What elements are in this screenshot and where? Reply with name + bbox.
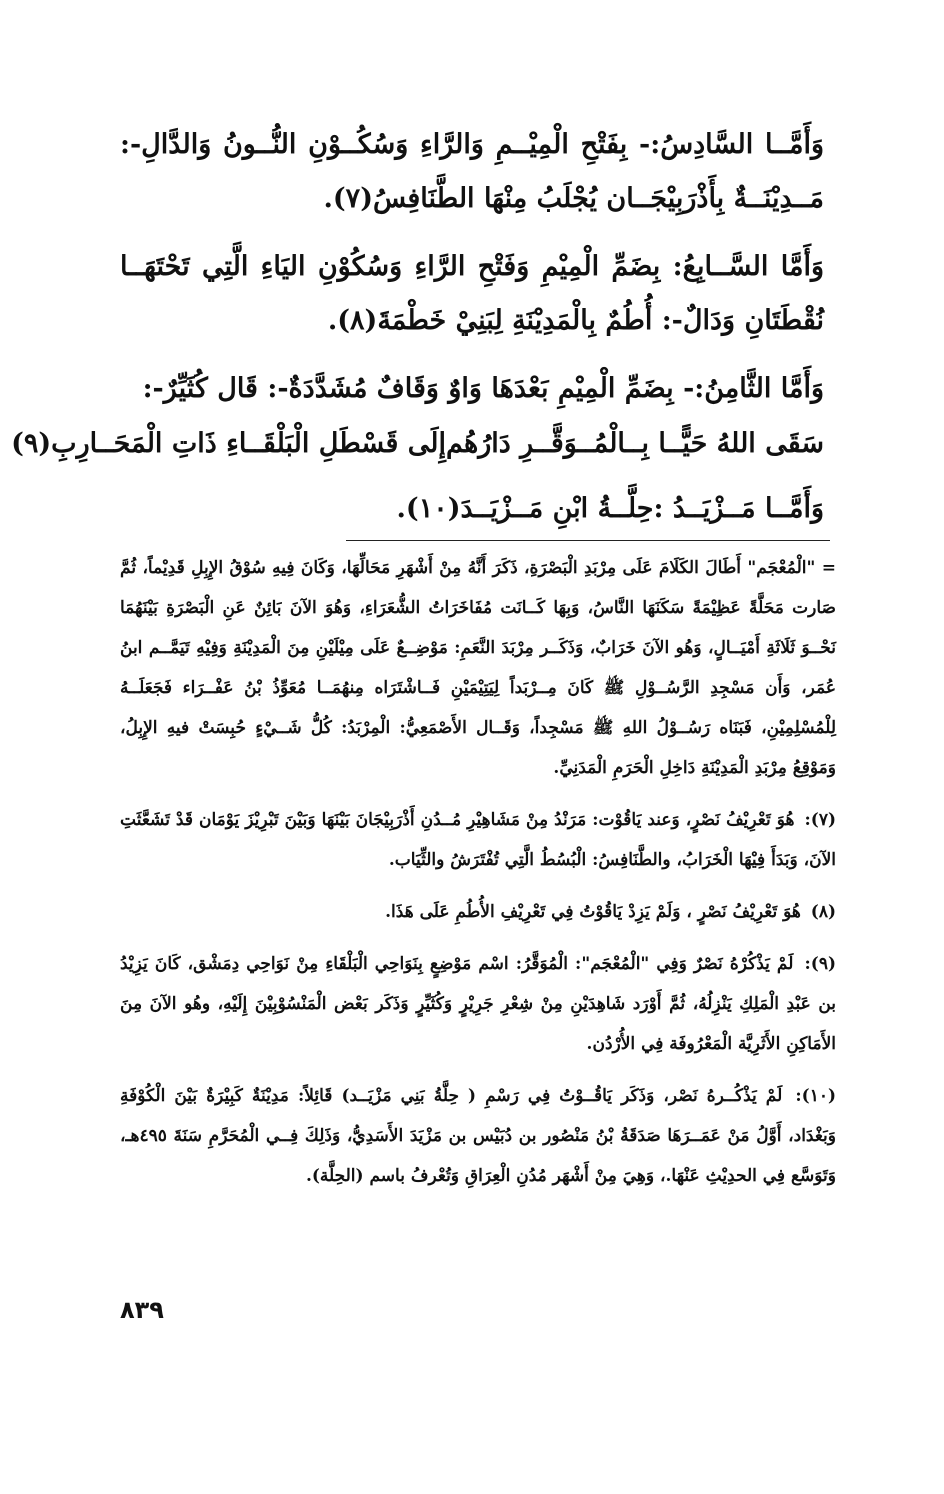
verse-second-hemistich: إِلَى قَسْطَلِ الْبَلْقَــاءِ ذَاتِ الْمَحَــارِبِ(٩) bbox=[11, 428, 447, 459]
verse-first-hemistich: سَقَى اللهُ حَيًّــا بِــالْمُــوَقَّــرِ دَارُهُم bbox=[446, 428, 824, 459]
paragraph-sixth bbox=[120, 118, 824, 226]
footnote-8 bbox=[120, 892, 836, 932]
footnotes-block bbox=[120, 548, 836, 1208]
paragraph-eighth-text: وَأَمَّا الثَّامِنُ:- بِضَمِّ الْمِيْمِ بَعْدَهَا وَاوٌ وَقَافٌ مُشَدَّدَةٌ-: قَال كُثَيِّرٌ-: bbox=[142, 373, 824, 404]
footnote-divider bbox=[346, 540, 830, 541]
footnote-text: لَمْ يَذْكُرْهُ نَصْرٌ وَفِي "الْمُعْجَم": الْمُوَقَّرُ: اسْم مَوْضِعٍ بِنَوَاحِي الْبَلْقَاءِ مِنْ نَوَاحِي دِمَشْق، كَانَ يَزِيْدُ بن عَبْدِ الْمَلِكِ يَنْزِلُهُ، ثُمَّ أَوْرَد شَاهِدَيْنِ مِنْ شِعْرِ جَرِيْرٍ وَكُثَيِّرٍ وَذَكَر بَعْض الْمَنْسُوْبِيْنَ إِلَيْهِ، وهُو الآنَ مِنَ الأَمَاكِنِ الأَثَرِيَّة الْمَعْرُوفَة فِي الأُرْدُن. bbox=[120, 954, 836, 1054]
paragraph-seventh bbox=[120, 240, 824, 348]
footnote-number: (٨) bbox=[810, 902, 836, 922]
footnote-text: هُوَ تَعْرِيْفُ نَصْرٍ، وَعند يَاقُوْت: مَرَنْدُ مِنْ مَشَاهِيْرِ مُــدُنِ أَذْرَبِيْجَانَ بَيْنَهَا وَبَيْنَ تَبْرِيْزَ يَوْمَان قَدْ تَشَعَّثَتِ الآنَ، وَبَدَأَ فِيْهَا الْخَرَابُ، والطَّنَافِسُ: الْبُسُطُ الَّتِي تُفْتَرَشُ والثِّيَاب. bbox=[120, 810, 836, 870]
paragraph-mazyad-text: وَأَمَّــا مَــزْيَــدُ :حِلَّــةُ ابْنِ مَــزْيَــدَ(١٠). bbox=[396, 493, 824, 524]
footnote-text: هُوَ تَعْرِيْفُ نَصْرٍ ، وَلَمْ يَزِدْ يَاقُوْتُ فِي تَعْرِيْفِ الأُطُمِ عَلَى هَذَا. bbox=[385, 902, 801, 922]
footnote-number: (٩): bbox=[804, 954, 837, 974]
footnote-10 bbox=[120, 1076, 836, 1196]
paragraph-sixth-text: وَأَمَّــا السَّادِسُ:- بِفَتْحِ الْمِيْــمِ وَالرَّاءِ وَسُكُــوْنِ النُّــونُ وَالدَّالِ-: مَــدِيْنَــةٌ بِأَذْرَبِيْجَــان يُجْلَبُ مِنْهَا الطَّنَافِسُ(٧). bbox=[120, 129, 824, 214]
footnote-text: = "الْمُعْجَم" أَطَالَ الكَلَامَ عَلَى مِرْبَدِ الْبَصْرَةِ، ذَكَرَ أَنَّهُ مِنْ أَشْهَرِ مَحَالِّهَا، وَكَانَ فِيهِ سُوْقُ الإِبِلِ قَدِيْماً، ثُمَّ صَارت مَحَلَّةً عَظِيْمَةً سَكَنَهَا النَّاسُ، وَبِهَا كَــانَت مُفَاخَرَاتُ الشُّعَرَاءِ، وَهُوَ الآنَ بَائِنٌ عَنِ الْبَصْرَةِ بَيْنَهُمَا نَحْــوَ ثَلَاثَةِ أَمْيَــالٍ، وَهُو الآنَ خَرَابٌ، وَذَكَــر مِرْبَدَ النَّعَمِ: مَوْضِــعٌ عَلَى مِيْلَيْنِ مِنَ الْمَدِيْنَةِ وَفِيْهِ تَيَمَّــم ابنُ عُمَر، وَأَن مَسْجِدِ الرَّسُــوْلِ ﷺ كَانَ مِــرْبَداً لِيَتِيْمَيْنِ فَــاشْتَرَاه مِنهُمَــا مُعَوِّذُ بْنُ عَفْــرَاء فَجَعَلَــهُ لِلْمُسْلِمِيْنِ، فَبَنَاه رَسُــوْلُ اللهِ ﷺ مَسْجِداً، وَقَــال الأَصْمَعِيُّ: الْمِرْبَدُ: كُلُّ شَــيْءٍ حُبِسَتْ فيهِ الإِبِلُ، وَمَوْقِعُ مِرْبَدِ الْمَدِيْنَةِ دَاخِلِ الْحَرَمِ الْمَدَنِيِّ. bbox=[120, 558, 836, 778]
footnote-continued bbox=[120, 548, 836, 788]
main-text-block bbox=[11, 118, 824, 550]
page-number: ٨٣٩ bbox=[120, 1296, 164, 1324]
footnote-text: لَمْ يَذْكُــرهُ نَصْر، وَذَكَر يَاقُــوْتُ فِي رَسْمِ ( حِلَّةُ بَنِي مَزْيَــد) قَائِلاً: مَدِيْنَةٌ كَبِيْرَةٌ بَيْنَ الْكُوْفَةِ وَبَغْدَاد، أَوَّلُ مَنْ عَمَــرَهَا صَدَقَةُ بْنُ مَنْصُور بن دُبَيْس بن مَزْيَدَ الأَسَدِيُّ، وَذَلِكَ فِــي الْمُحَرَّمِ سَنَةَ ٤٩٥هـ، وَتَوَسَّع فِي الحدِيْثِ عَنْهَا.، وَهِيَ مِنْ أَشْهَر مُدُنِ الْعِرَاقِ وَتُعْرفُ باسم (الحِلَّة). bbox=[120, 1086, 836, 1186]
paragraph-eighth bbox=[120, 362, 824, 416]
footnote-9 bbox=[120, 944, 836, 1064]
paragraph-mazyad bbox=[120, 482, 824, 536]
footnote-7 bbox=[120, 800, 836, 880]
poem-verse bbox=[11, 416, 824, 472]
paragraph-seventh-text: وَأَمَّا السَّــابِعُ: بِضَمِّ الْمِيْمِ وَفَتْحِ الرَّاءِ وَسُكُوْنِ اليَاءِ الَّتِي تَحْتَهَــا نُقْطَتَانِ وَدَالٌ-: أُطُمٌ بِالْمَدِيْنَةِ لِبَنِيْ خَطْمَةَ(٨). bbox=[120, 251, 824, 336]
footnote-number: (١٠): bbox=[795, 1086, 836, 1106]
footnote-number: (٧): bbox=[804, 810, 837, 830]
